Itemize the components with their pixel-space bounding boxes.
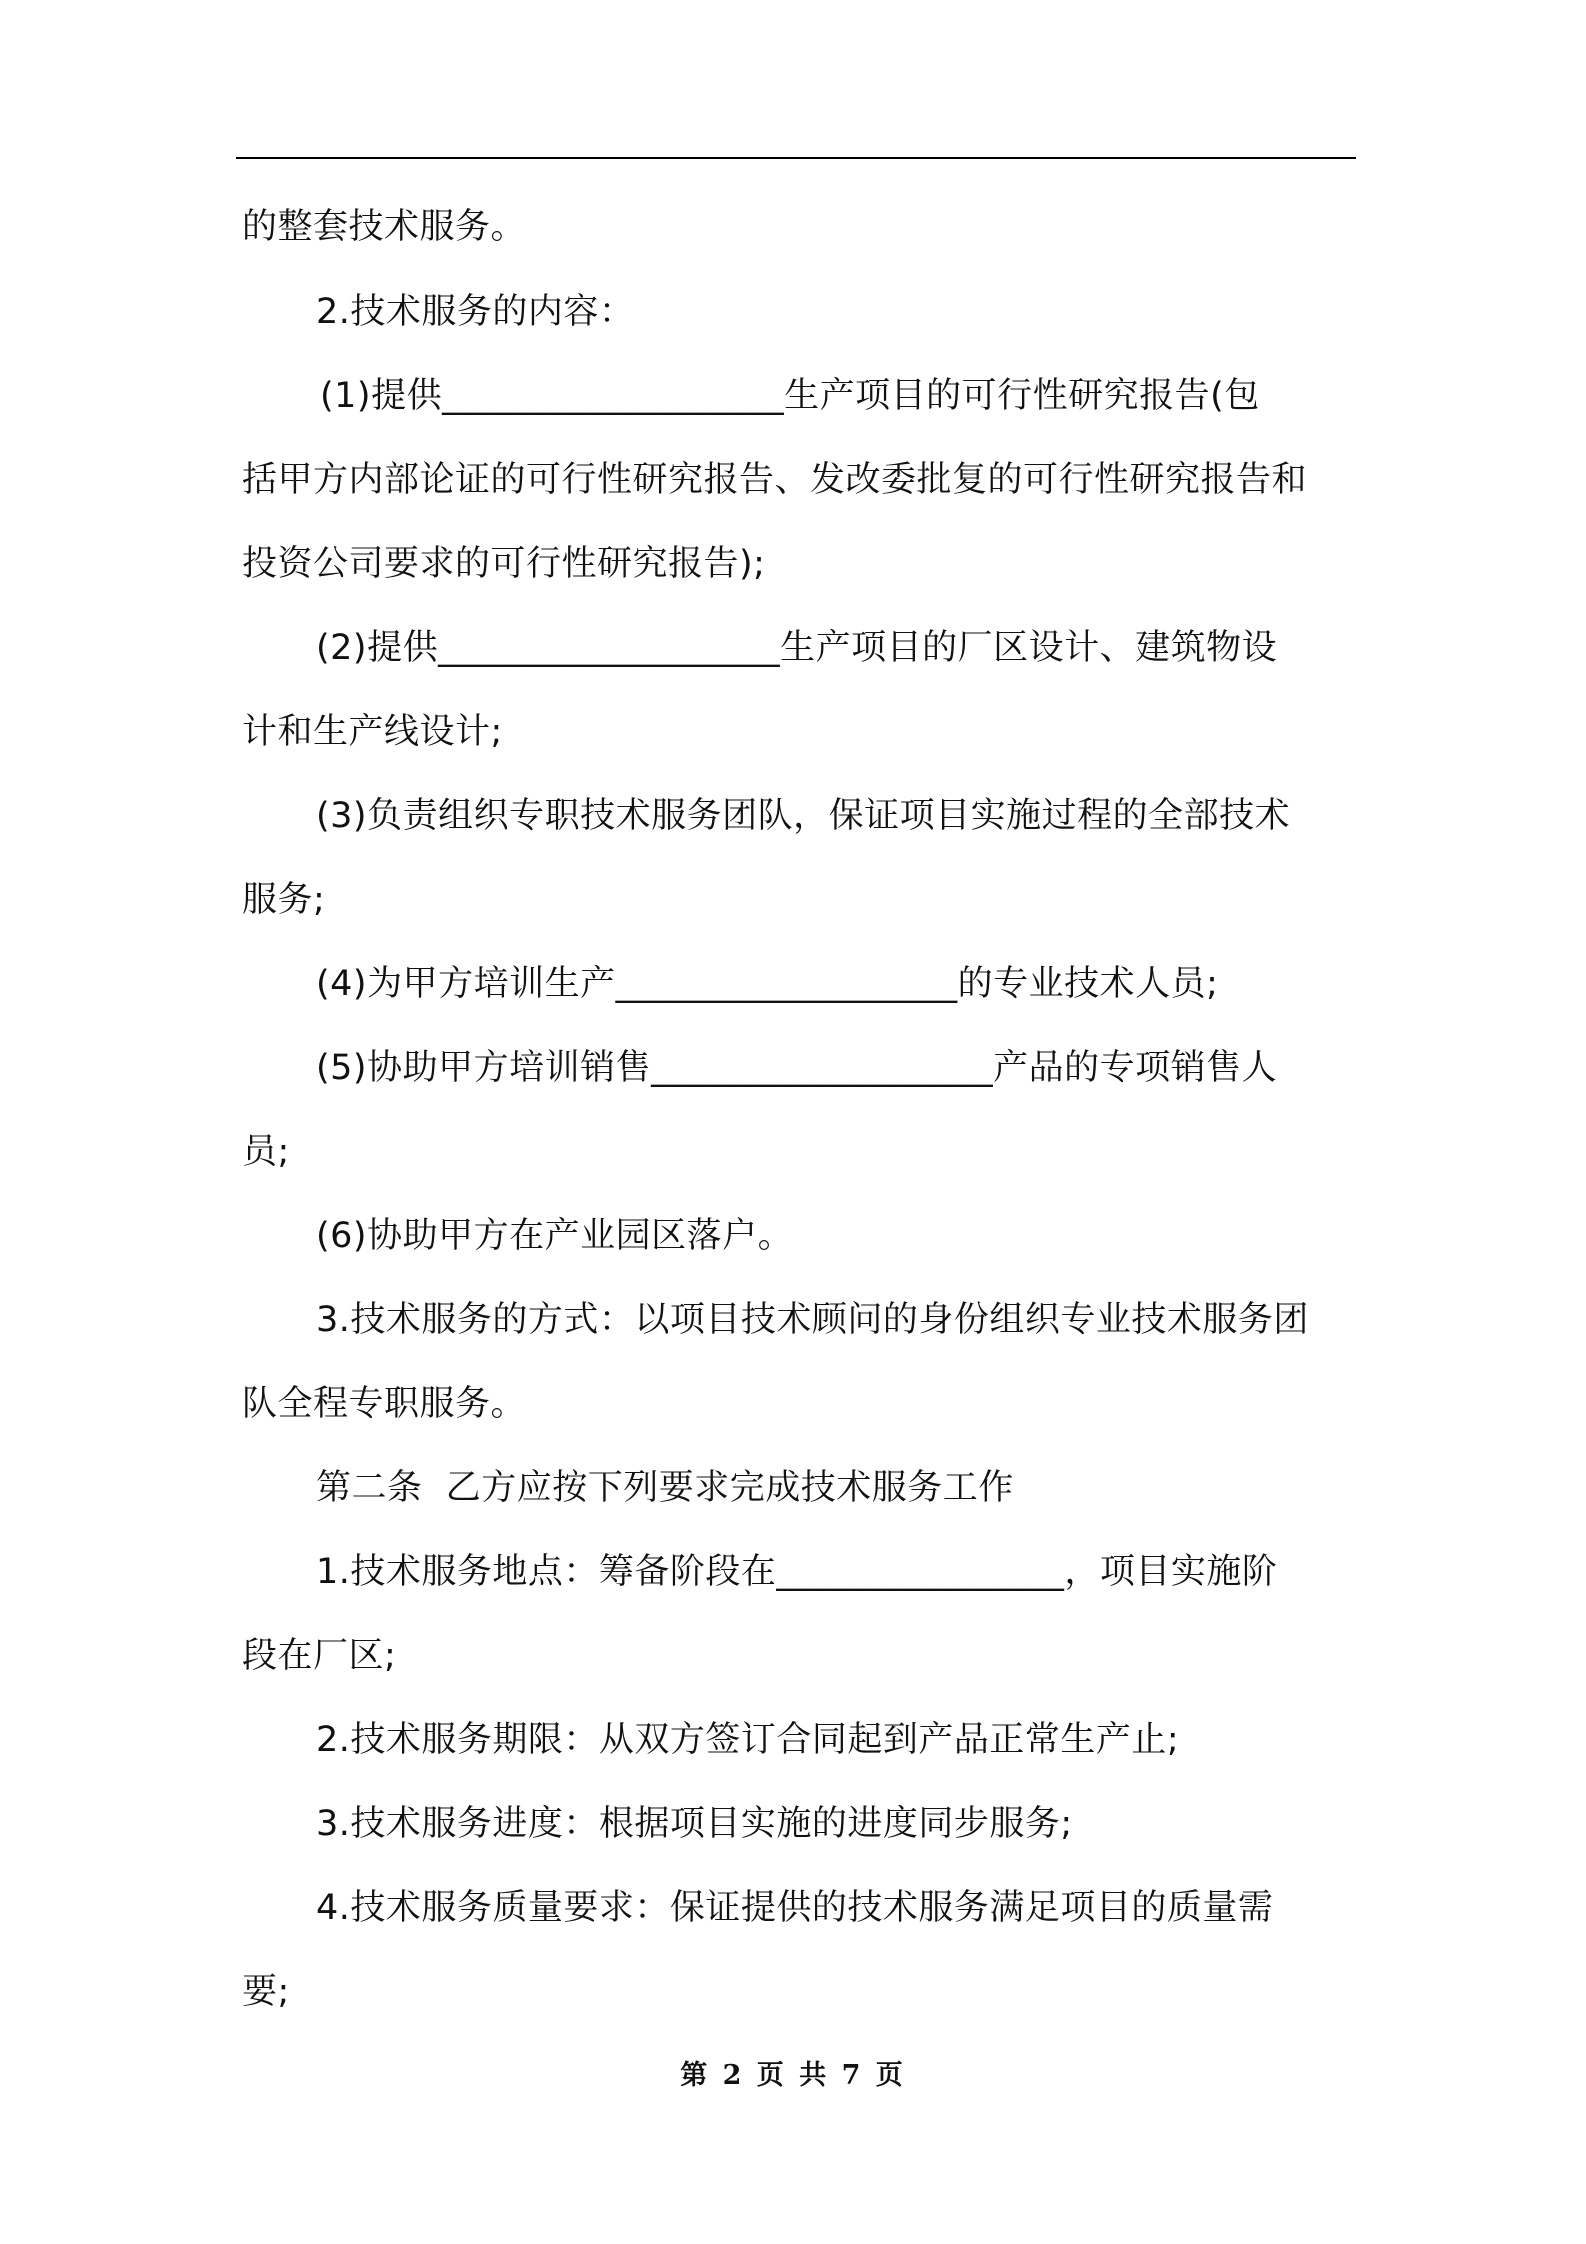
page-number-footer: 第 2 页 共 7 页 — [680, 2060, 906, 2091]
header-rule — [236, 157, 1356, 159]
